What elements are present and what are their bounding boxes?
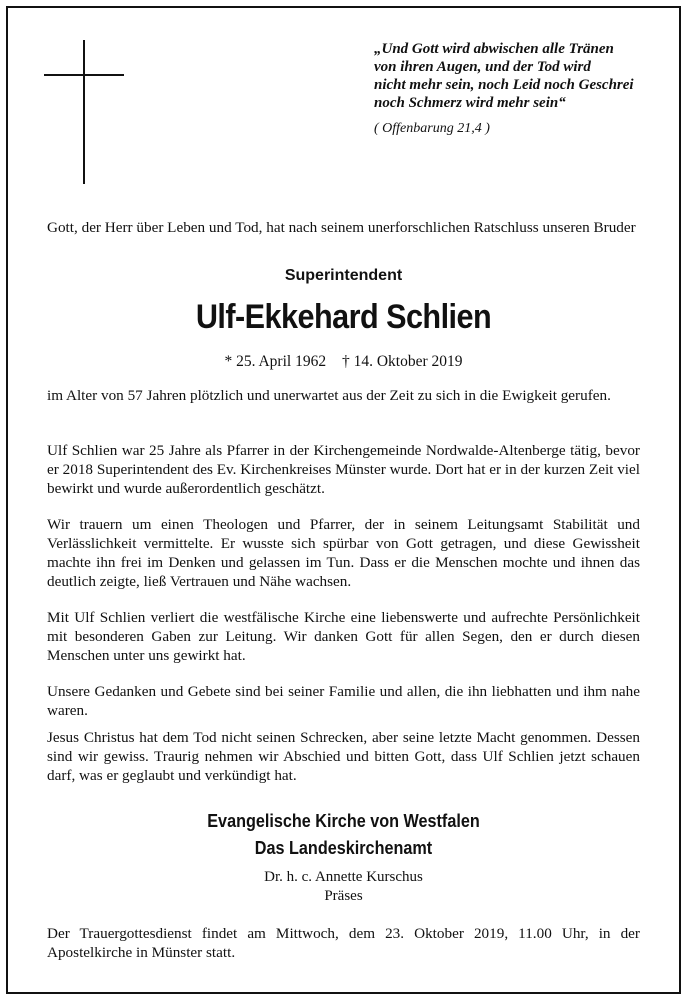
signer-name: Dr. h. c. Annette Kurschus <box>264 869 423 885</box>
bible-quote <box>374 40 654 112</box>
paragraph: Unsere Gedanken und Gebete sind bei seiner Familie und allen, die ihn liebhatten und ihm nahe waren. <box>47 683 640 719</box>
intro-text: Gott, der Herr über Leben und Tod, hat nach seinem unerforschlichen Ratschluss unseren Bruder <box>47 219 636 236</box>
quote-line: nicht mehr sein, noch Leid noch Geschrei <box>374 77 634 93</box>
death-date: † 14. Oktober 2019 <box>341 353 463 370</box>
cross-icon <box>44 40 124 184</box>
organization-name: Evangelische Kirche von Westfalen <box>207 811 480 831</box>
deceased-name: Ulf-Ekkehard Schlien <box>195 298 492 336</box>
paragraph: im Alter von 57 Jahren plötzlich und unerwartet aus der Zeit zu sich in die Ewigkeit gerufen. <box>47 387 611 404</box>
quote-line: „Und Gott wird abwischen alle Tränen <box>374 41 614 57</box>
quote-line: noch Schmerz wird mehr sein“ <box>374 95 566 111</box>
paragraph: Wir trauern um einen Theologen und Pfarrer, der in seinem Leitungsamt Stabilität und Verlässlichkeit vermittelte. Er wusste sich spürbar von Gott getragen, und diese Gewissheit machte ihn frei im Denken und gelassen im Tun. Dass er die Menschen mochte und ihnen das deutlich zeigte, ließ Vertrauen und Nähe wachsen. <box>47 516 640 590</box>
paragraph: Jesus Christus hat dem Tod nicht seinen Schrecken, aber seine letzte Macht genommen. Dessen sind wir gewiss. Traurig nehmen wir Abschied und bitten Gott, dass Ulf Schlien jetzt schauen darf, was er geglaubt und verkündigt hat. <box>47 729 640 784</box>
life-dates <box>47 353 640 371</box>
paragraph: Mit Ulf Schlien verliert die westfälische Kirche eine liebenswerte und aufrechte Persönlichkeit mit besonderen Gaben zur Leitung. Wir danken Gott für allen Segen, den er durch diesen Menschen unter uns gewirkt hat. <box>47 609 640 664</box>
quote-reference: ( Offenbarung 21,4 ) <box>374 121 490 136</box>
deceased-title: Superintendent <box>284 267 403 284</box>
organization-department: Das Landeskirchenamt <box>254 838 433 858</box>
paragraph: Ulf Schlien war 25 Jahre als Pfarrer in der Kirchengemeinde Nordwalde-Altenberge tätig, bevor er 2018 Superintendent des Ev. Kirchenkreises Münster wurde. Dort hat er in der kurzen Zeit viel bewirkt und wurde außerordentlich geschätzt. <box>47 442 640 497</box>
signer-role: Präses <box>324 888 363 904</box>
quote-line: von ihren Augen, und der Tod wird <box>374 59 591 75</box>
funeral-service-info: Der Trauergottesdienst findet am Mittwoch, dem 23. Oktober 2019, 11.00 Uhr, in der Apostelkirche in Münster statt. <box>47 925 640 961</box>
birth-date: * 25. April 1962 <box>224 353 327 370</box>
